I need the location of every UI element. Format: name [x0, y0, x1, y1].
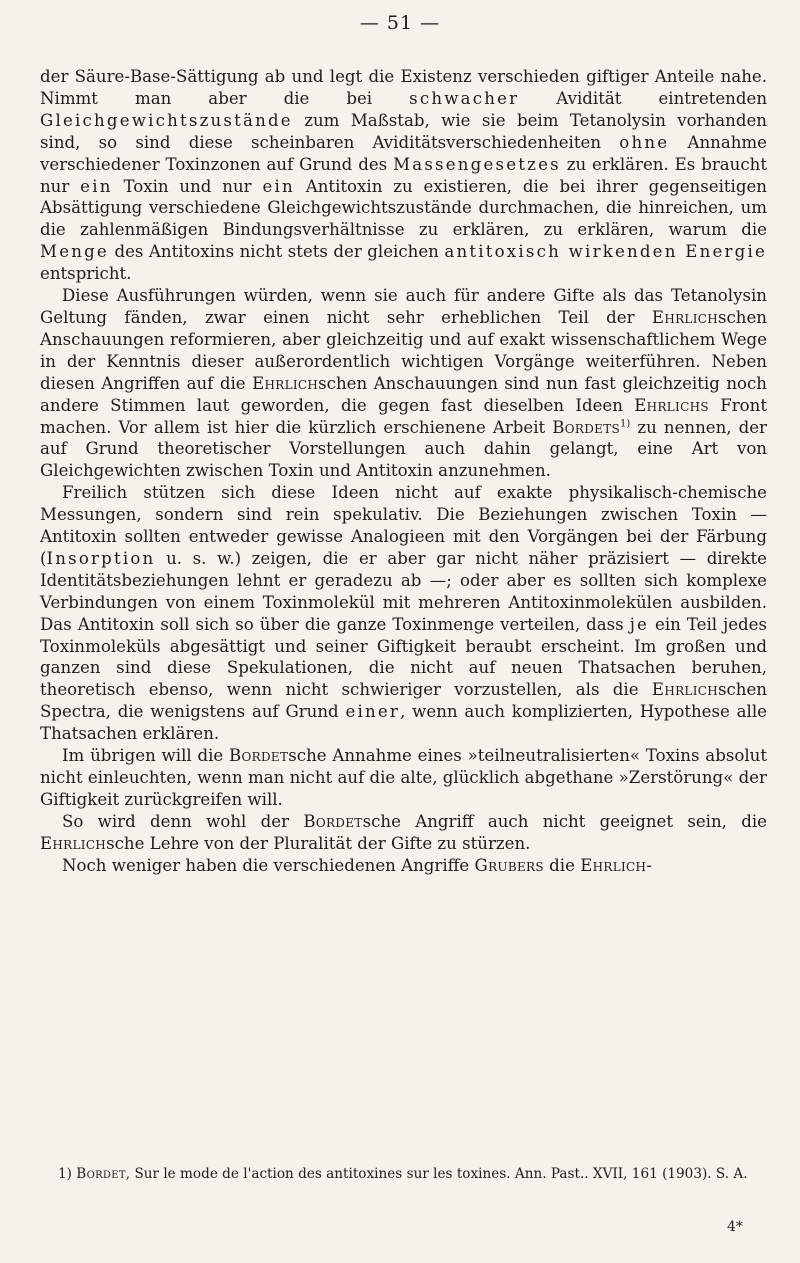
footnote-marker: 1): [58, 1166, 72, 1182]
text-run: Front machen. Vor allem ist hier die kürzlich erschienene Arbeit: [40, 395, 767, 437]
main-text: [40, 66, 767, 877]
text-run: zum Maßstab, wie sie beim Tetanolysin vorhanden sind, so sind diese scheinbaren Aviditätsverschiedenheiten: [40, 110, 767, 152]
footnote-author: Bordet: [76, 1166, 126, 1182]
text-run: Im übrigen will die: [62, 746, 230, 766]
text-run: So wird denn wohl der: [62, 811, 304, 831]
paragraph-1: [40, 66, 767, 285]
emphasis: schwacher: [409, 88, 520, 108]
paragraph-3: [40, 482, 767, 745]
signature-mark: 4*: [727, 1219, 743, 1235]
text-run: sche Lehre von der Pluralität der Gifte zu stürzen.: [106, 833, 531, 853]
emphasis: Insorption: [46, 548, 156, 568]
text-run: ein Teil jedes Toxinmoleküls abgesättigt und seiner Giftigkeit beraubt erscheint. Im großen und ganzen sind diese Spekulationen, die nicht auf neuen Thatsachen beruhen, theoretisch ebenso, wenn nicht schwieriger vorzustellen, als die: [40, 614, 767, 700]
emphasis: einer: [345, 702, 401, 722]
paragraph-6: [40, 855, 767, 877]
text-run: Annahme verschiedener Toxinzonen auf Grund des: [40, 132, 767, 174]
emphasis: je: [629, 614, 650, 634]
page-number: — 51 —: [359, 12, 441, 34]
text-run: Freilich stützen sich diese Ideen nicht auf exakte physikalisch-chemische Messungen, sondern sind rein spekulativ. Die Beziehungen zwischen Toxin — Antitoxin sollten entweder gewisse Analogieen mit den Vorgängen bei der Färbung (: [40, 483, 767, 568]
text-run: zu erklären. Es braucht nur: [40, 154, 767, 196]
emphasis: antitoxisch wirkenden Energie: [444, 242, 767, 262]
emphasis: Menge: [40, 242, 109, 262]
paragraph-4: [40, 745, 767, 811]
author-name: Ehrlich: [651, 680, 718, 700]
text-run: entspricht.: [40, 264, 132, 284]
author-name: Ehrlich: [252, 373, 319, 393]
author-name: Grubers: [474, 855, 544, 875]
author-name: Bordets: [552, 417, 621, 437]
text-run: , wenn auch komplizierten, Hypothese alle Thatsachen erklären.: [40, 702, 767, 744]
author-name: Ehrlich: [651, 307, 718, 327]
text-run: schen Spectra, die wenigstens auf Grund: [40, 680, 767, 722]
paragraph-2: [40, 285, 767, 482]
emphasis: Massengesetzes: [393, 154, 561, 174]
text-run: zu nennen, der auf Grund theoretischer Vorstellungen auch dahin gelangt, eine Art von Gleichgewichten zwischen Toxin und Antitoxin anzunehmen.: [40, 417, 767, 481]
emphasis: ein: [80, 176, 113, 196]
text-run: schen Anschauungen sind nun fast gleichzeitig noch andere Stimmen laut geworden, die gegen fast dieselben Ideen: [40, 373, 767, 415]
text-run: des Antitoxins nicht stets der gleichen: [108, 242, 445, 262]
author-name: Ehrlich-: [580, 855, 653, 875]
text-run: schen Anschauungen reformieren, aber gleichzeitig und auf exakt wissenschaftlichem Wege in der Kenntnis dieser außerordentlich wichtigen Vorgänge weiterführen. Neben diesen Angriffen auf die: [40, 307, 767, 393]
footnote-ref[interactable]: 1): [620, 417, 631, 429]
footnote-text: , Sur le mode de l'action des antitoxines sur les toxines. Ann. Past.. XVII, 161 (1903). S. A.: [125, 1166, 748, 1182]
author-name: Bordet: [303, 811, 363, 831]
text-run: u. s. w.) zeigen, die er aber gar nicht näher präzisiert — direkte Identitätsbeziehungen lehnt er geradezu ab —; oder aber es sollten sich komplexe Verbindungen von einem Toxinmolekül mit mehreren Antitoxinmolekülen ausbilden. Das Antitoxin soll sich so über die ganze Toxinmenge verteilen, dass: [40, 548, 767, 634]
text-run: sche Annahme eines »teilneutralisierten« Toxins absolut nicht einleuchten, wenn man nicht auf die alte, glücklich abgethane »Zerstörung« der Giftigkeit zurückgreifen will.: [40, 746, 767, 809]
author-name: Ehrlichs: [634, 395, 709, 415]
text-run: sche Angriff auch nicht geeignet sein, die: [362, 811, 767, 831]
text-run: Toxin und nur: [112, 176, 263, 196]
text-run: Noch weniger haben die verschiedenen Angriffe: [62, 855, 475, 875]
author-name: Bordet: [229, 746, 289, 766]
emphasis: ein: [262, 176, 295, 196]
footnote-1: [40, 1165, 767, 1183]
emphasis: ohne: [619, 132, 670, 152]
text-run: Diese Ausführungen würden, wenn sie auch für andere Gifte als das Tetanolysin Geltung fänden, zwar einen nicht sehr erheblichen Teil der: [40, 286, 767, 327]
author-name: Ehrlich: [40, 833, 107, 853]
footnotes: [40, 1165, 767, 1183]
text-run: die: [543, 855, 581, 875]
paragraph-5: [40, 811, 767, 855]
text-run: Antitoxin zu existieren, die bei ihrer gegenseitigen Absättigung verschiedene Gleichgewichtszustände durchmachen, die hinreichen, um die zahlenmäßigen Bindungsverhältnisse zu erklären, zu erklären, warum die: [40, 176, 767, 240]
text-run: Avidität eintretenden: [519, 88, 768, 108]
text-run: der Säure-Base-Sättigung ab und legt die Existenz verschieden giftiger Anteile nahe. Nimmt man aber die bei: [40, 67, 767, 108]
emphasis: Gleichgewichtszustände: [40, 110, 293, 130]
